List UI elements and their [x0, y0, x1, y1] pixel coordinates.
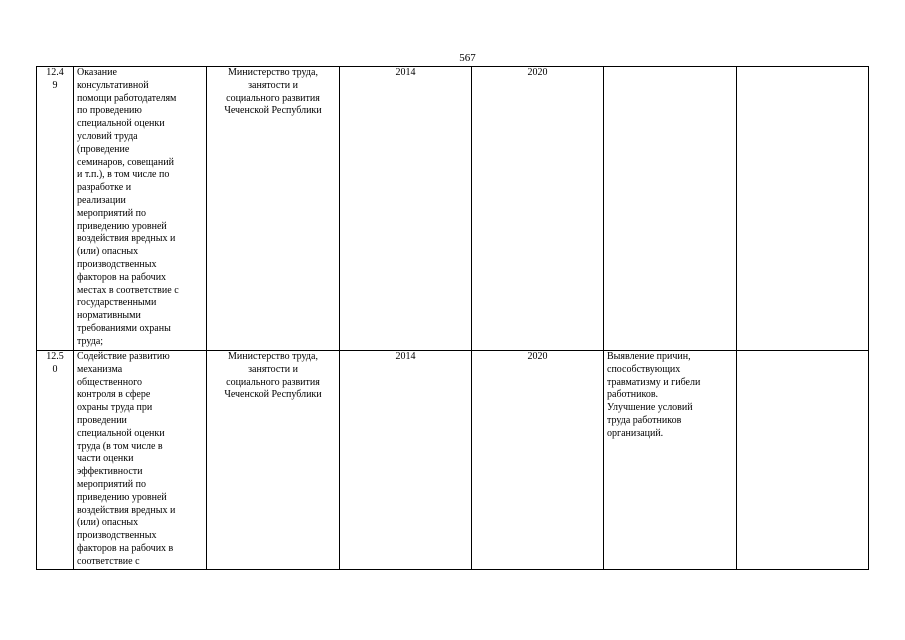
- responsible-org-cell: [207, 67, 340, 351]
- end-year-cell: [472, 351, 604, 570]
- measure-text-cell: [74, 351, 207, 570]
- responsible-org: Министерство труда, занятости и социального развития Чеченской Республики: [224, 67, 322, 117]
- row-number: 12.4 9: [46, 67, 64, 91]
- measure-text: Содействие развитию механизма общественного контроля в сфере охраны труда при проведении специальной оценки труда (в том числе в части оценки эффективности мероприятий по приведению уровней воздействия вредных и (или) опасных производственных факторов на рабочих в соответствие с: [77, 351, 176, 567]
- row-number-cell: [37, 67, 74, 351]
- responsible-org: Министерство труда, занятости и социального развития Чеченской Республики: [224, 351, 322, 401]
- end-year-cell: [472, 67, 604, 351]
- start-year-cell: [340, 67, 472, 351]
- start-year-cell: [340, 351, 472, 570]
- row-number-cell: [37, 351, 74, 570]
- extra-cell: [737, 67, 869, 351]
- table-row: [37, 351, 869, 570]
- end-year: 2020: [527, 67, 548, 78]
- expected-result-cell: [604, 351, 737, 570]
- page-number: 567: [459, 52, 476, 64]
- table-row: [37, 67, 869, 351]
- start-year: 2014: [395, 351, 416, 362]
- expected-result: Выявление причин, способствующих травматизму и гибели работников. Улучшение условий труда работников организаций.: [607, 351, 701, 439]
- extra-cell: [737, 351, 869, 570]
- expected-result-cell: [604, 67, 737, 351]
- measure-text-cell: [74, 67, 207, 351]
- row-number: 12.5 0: [46, 351, 64, 375]
- responsible-org-cell: [207, 351, 340, 570]
- end-year: 2020: [527, 351, 548, 362]
- measure-text: Оказание консультативной помощи работодателям по проведению специальной оценки условий труда (проведение семинаров, совещаний и т.п.), в том числе по разработке и реализации мероприятий по приведению уровней воздействия вредных и (или) опасных производственных факторов на рабочих местах в соответствие с государственными нормативными требованиями охраны труда;: [77, 67, 179, 347]
- measures-table: [36, 66, 869, 570]
- start-year: 2014: [395, 67, 416, 78]
